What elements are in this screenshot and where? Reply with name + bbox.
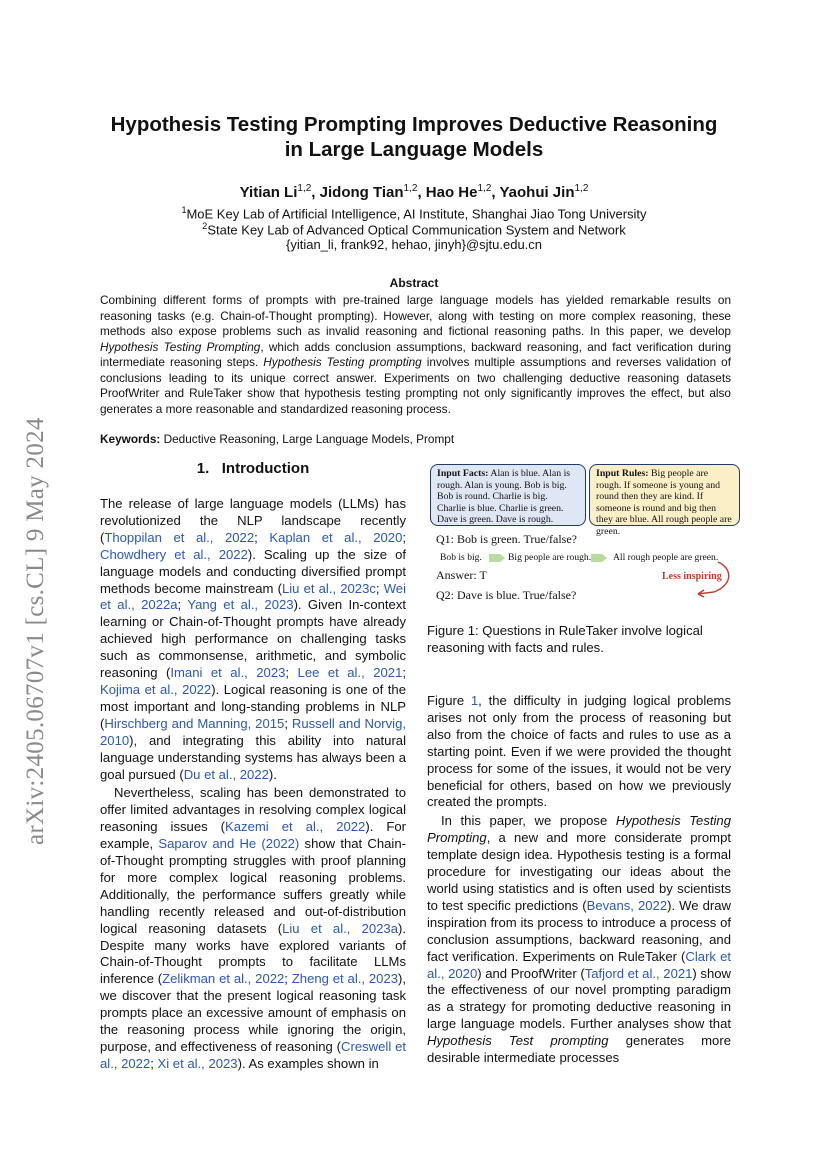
left-column bbox=[100, 496, 406, 1073]
citation-link[interactable]: Creswell et al., 2022 bbox=[100, 1039, 407, 1071]
section-heading bbox=[100, 460, 406, 477]
affiliation-2: $^2$State Key Lab of Advanced Optical Communication System and Network bbox=[202, 221, 626, 238]
citation-link[interactable]: Liu et al., 2023c bbox=[281, 580, 376, 596]
emphasis: Hypothesis Testing Prompting bbox=[427, 813, 731, 846]
author-list: Yitian Li$^{1,2}$, Jidong Tian$^{1,2}$, Hao He$^{1,2}$, Yaohui Jin$^{1,2}$ bbox=[239, 183, 589, 201]
paragraph: The release of large language models (LLMs) has revolutionized the NLP landscape recently (Thoppilan et al., 2022; Kaplan et al., 2020; Chowdhery et al., 2022). Scaling up the size of language models and conducting diversified prompt methods become mainstream (Liu et al., 2023c; Wei et al., 2022a; Yang et al., 2023). Given In-context learning or Chain-of-Thought prompts have already achieved high performance on challenging tasks such as commonsense, arithmetic, and symbolic reasoning (Imani et al., 2023; Lee et al., 2021; Kojima et al., 2022). Logical reasoning is one of the most important and long-standing problems in NLP (Hirschberg and Manning, 2015; Russell and Norvig, 2010), and integrating this ability into natural language understanding systems has always been a goal pursued (Du et al., 2022). bbox=[100, 496, 407, 782]
citation-link[interactable]: Tafjord et al., 2021 bbox=[584, 965, 693, 981]
answer-label: Answer: T bbox=[436, 568, 487, 582]
keywords bbox=[100, 432, 728, 446]
paragraph: In this paper, we propose Hypothesis Testing Prompting, a new and more considerate prompt template design idea. Hypothesis testing is a formal procedure for investigating our ideas about the world using statistics and is often used by scientists to test specific predictions (Bevans, 2022). We draw inspiration from its process to introduce a process of conclusion assumptions, backward reasoning, and fact verification. Experiments on RuleTaker (Clark et al., 2020) and ProofWriter (Tafjord et al., 2021) show the effectiveness of our novel prompting paradigm as a strategy for promoting deductive reasoning in large language models. Further analyses show that Hypothesis Test prompting generates more desirable intermediate processes bbox=[427, 813, 732, 1066]
input-facts-box bbox=[430, 464, 586, 526]
paragraph: Figure 1, the difficulty in judging logical problems arises not only from the process of reasoning but also from the choice of facts and rules to use as a starting point. Even if we were provided the thought process for some of the issues, it would not be very beneficial for others, based on how we previously created the prompts. bbox=[427, 693, 731, 810]
question-2: Q2: Dave is blue. True/false? bbox=[436, 588, 577, 602]
rules-text: Big people are rough. If someone is young and round then they are kind. If someone is round and big then they are blue. All rough people are green. bbox=[596, 468, 732, 537]
curved-arrow-icon bbox=[690, 560, 740, 600]
abstract-heading: Abstract bbox=[389, 276, 439, 290]
keywords-label: Keywords: bbox=[100, 432, 161, 446]
rules-label: Input Rules: bbox=[596, 468, 649, 479]
affiliation-marker: 1 bbox=[181, 205, 187, 215]
citation-link[interactable]: Zheng et al., 2023 bbox=[291, 971, 399, 987]
citation-link[interactable]: Liu et al., 2023a bbox=[282, 920, 398, 936]
citation-link[interactable]: Wei et al., 2022a bbox=[100, 580, 407, 613]
affiliation-marker: 1,2 bbox=[574, 183, 589, 194]
author-name: Yitian Li bbox=[239, 184, 298, 201]
emphasis: Hypothesis Test prompting bbox=[427, 1033, 609, 1049]
citation-link[interactable]: Du et al., 2022 bbox=[183, 766, 269, 782]
author-name: Hao He bbox=[425, 184, 478, 201]
arxiv-identifier-text: arXiv:2405.06707v1 [cs.CL] 9 May 2024 bbox=[22, 417, 49, 845]
facts-label: Input Facts: bbox=[437, 468, 489, 479]
citation-link[interactable]: Chowdhery et al., 2022 bbox=[100, 546, 248, 562]
citation-link[interactable]: Xi et al., 2023 bbox=[157, 1055, 238, 1071]
facts-text: Alan is blue. Alan is rough. Alan is young. Bob is big. Bob is round. Charlie is big. Charlie is blue. Charlie is green. Dave is green. Dave is rough. bbox=[437, 468, 571, 526]
emphasis: Hypothesis Testing prompting bbox=[263, 355, 422, 369]
author-name: Yaohui Jin bbox=[499, 184, 575, 201]
arrow-icon bbox=[489, 554, 505, 562]
author-name: Jidong Tian bbox=[319, 184, 404, 201]
affiliation-marker: 1,2 bbox=[477, 183, 492, 194]
emphasis: Hypothesis Testing Prompting bbox=[100, 339, 261, 354]
keywords-text: Deductive Reasoning, Large Language Models, Prompt bbox=[163, 432, 455, 446]
citation-link[interactable]: Kaplan et al., 2020 bbox=[269, 529, 403, 545]
affiliation-marker: 1,2 bbox=[297, 183, 312, 194]
citation-link[interactable]: Thoppilan et al., 2022 bbox=[104, 529, 255, 545]
citation-link[interactable]: Yang et al., 2023 bbox=[187, 597, 294, 613]
question-1: Q1: Bob is green. True/false? bbox=[436, 532, 577, 546]
right-column bbox=[427, 693, 731, 1067]
section-number: 1. bbox=[196, 460, 210, 477]
affiliation-marker: 2 bbox=[202, 221, 208, 231]
citation-link[interactable]: Imani et al., 2023 bbox=[170, 665, 286, 681]
chain-step-3: All rough people are green. bbox=[613, 552, 719, 563]
abstract-body: Combining different forms of prompts with pre-trained large language models has yielded remarkable results on reasoning tasks (e.g. Chain-of-Thought prompting). However, along with testing on more complex reasoning, these methods also expose problems such as invalid reasoning and fictional reasoning paths. In this paper, we develop Hypothesis Testing Prompting, which adds conclusion assumptions, backward reasoning, and fact verification during intermediate reasoning steps. Hypothesis Testing prompting involves multiple assumptions and reverses validation of conclusions leading to its unique correct answer. Experiments on two challenging deductive reasoning datasets ProofWriter and RuleTaker show that hypothesis testing prompting not only significantly improves the effect, but also generates a more reasonable and standardized reasoning process. bbox=[100, 293, 732, 416]
citation-link[interactable]: Bevans, 2022 bbox=[586, 897, 668, 913]
author-emails: {yitian_li, frank92, hehao, jinyh}@sjtu.edu.cn bbox=[285, 237, 543, 252]
citation-link[interactable]: Saparov and He (2022) bbox=[158, 836, 300, 852]
citation-link[interactable]: Kazemi et al., 2022 bbox=[225, 819, 366, 835]
paragraph: Nevertheless, scaling has been demonstrated to offer limited advantages in resolving complex logical reasoning issues (Kazemi et al., 2022). For example, Saparov and He (2022) show that Chain-of-Thought prompting struggles with proof planning for more complex logical reasoning problems. Additionally, the performance suffers greatly while handling recently released and out-of-distribution logical reasoning datasets (Liu et al., 2023a). Despite many works have explored variants of Chain-of-Thought prompts to facilitate LLMs inference (Zelikman et al., 2022; Zheng et al., 2023), we discover that the present logical reasoning task prompts place an excessive amount of emphasis on the reasoning process while ignoring the origin, purpose, and effectiveness of reasoning (Creswell et al., 2022; Xi et al., 2023). As examples shown in bbox=[100, 785, 407, 1071]
paper-title: Hypothesis Testing Prompting Improves Deductive Reasoning in Large Language Models bbox=[110, 113, 718, 161]
affiliation-1: $^1$MoE Key Lab of Artificial Intelligence, AI Institute, Shanghai Jiao Tong University bbox=[181, 205, 647, 222]
citation-link[interactable]: Hirschberg and Manning, 2015 bbox=[104, 715, 285, 731]
input-rules-box bbox=[589, 464, 740, 537]
chain-step-2: Big people are rough. bbox=[508, 552, 592, 563]
citation-link[interactable]: 1 bbox=[470, 693, 479, 708]
arrow-icon bbox=[591, 554, 607, 562]
citation-link[interactable]: Kojima et al., 2022 bbox=[100, 681, 212, 697]
chain-step-1: Bob is big. bbox=[440, 552, 482, 563]
citation-link[interactable]: Russell and Norvig, 2010 bbox=[100, 715, 407, 748]
citation-link[interactable]: Zelikman et al., 2022 bbox=[162, 971, 285, 987]
section-title: Introduction bbox=[221, 460, 310, 477]
citation-link[interactable]: Clark et al., 2020 bbox=[427, 948, 731, 981]
citation-link[interactable]: Lee et al., 2021 bbox=[297, 665, 403, 681]
figure-caption: Figure 1: Questions in RuleTaker involve logical reasoning with facts and rules. bbox=[427, 623, 703, 655]
less-inspiring-note: Less inspiring bbox=[662, 571, 722, 582]
affiliation-marker: 1,2 bbox=[403, 183, 418, 194]
